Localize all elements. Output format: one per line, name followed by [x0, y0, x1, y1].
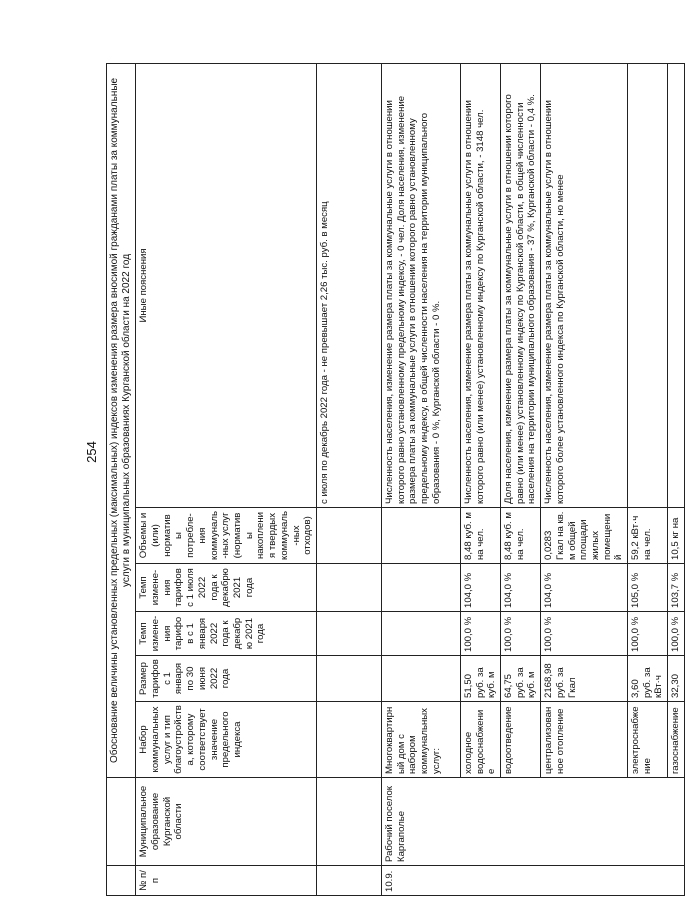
row-service: холодное водоснабжение — [460, 702, 500, 778]
table-row — [668, 63, 685, 895]
header-notes: Иные пояснения — [136, 63, 317, 507]
caption-blank-num — [107, 866, 136, 896]
caption-blank-mo — [107, 778, 136, 866]
prev-volume — [316, 508, 381, 564]
row-growth-jul: 104,0 % — [501, 564, 541, 612]
row-volume: 10,5 кг на — [668, 508, 685, 564]
row-tariff: 3,60 руб. за кВт·ч — [628, 656, 668, 702]
row-growth-jan: 100,0 % — [460, 612, 500, 656]
table-header-row — [136, 63, 317, 895]
table-row — [501, 63, 541, 895]
row-growth-jul: 105,0 % — [628, 564, 668, 612]
group-growth-jan — [381, 612, 460, 656]
row-tariff: 2168,98 руб. за Гкал — [541, 656, 628, 702]
row-volume: 8,48 куб. м на чел. — [501, 508, 541, 564]
table-row — [628, 63, 668, 895]
row-tariff: 32,30 — [668, 656, 685, 702]
row-notes: Численность населения, изменение размера платы за коммунальные услуги в отношении которого более установленного индекса по Курганской области, но менее — [541, 63, 628, 507]
group-tariff — [381, 656, 460, 702]
group-volume — [381, 508, 460, 564]
entry-num: 10.9. — [381, 866, 684, 896]
row-service: водоотведение — [501, 702, 541, 778]
header-num: № п/п — [136, 866, 317, 896]
row-growth-jul: 104,0 % — [541, 564, 628, 612]
prev-municipality — [316, 778, 381, 866]
table-row-previous — [316, 63, 381, 895]
row-notes: Численность населения, изменение размера платы за коммунальные услуги в отношении которого равно (или менее) установленному индексу по Курганской области, - 3148 чел. — [460, 63, 500, 507]
row-growth-jul: 103,7 % — [668, 564, 685, 612]
header-volume: Объемы и (или) нормативы потребле-ния коммуналь-ных услуг (нормативы накопления твердых коммуналь-ных отходов) — [136, 508, 317, 564]
row-service: электроснабжение — [628, 702, 668, 778]
row-growth-jan: 100,0 % — [501, 612, 541, 656]
header-growth-jan: Темп измене-ния тарифов с 1 января 2022 года к декабрю 2021 года — [136, 612, 317, 656]
row-notes — [628, 63, 668, 507]
rotated-table-sheet — [106, 64, 682, 896]
row-notes: Доля населения, изменение размера платы за коммунальные услуги в отношении которого равно (или менее) установленному индексу по Курганской области, в общей численности населения на территории муниципального образования - 37 %, Курганской области - 0,4 %. — [501, 63, 541, 507]
entry-municipality: Рабочий поселок Каргаполье — [381, 778, 684, 866]
prev-note: с июля по декабрь 2022 года - не превышает 2,26 тыс. руб. в месяц — [316, 63, 381, 507]
row-service: централизованное отопление — [541, 702, 628, 778]
prev-tariff — [316, 656, 381, 702]
prev-service — [316, 702, 381, 778]
header-municipality: Муниципальное образование Курганской области — [136, 778, 317, 866]
table-row-group — [381, 63, 460, 895]
row-growth-jan: 100,0 % — [628, 612, 668, 656]
row-growth-jul: 104,0 % — [460, 564, 500, 612]
table-row — [460, 63, 500, 895]
table-caption-row — [107, 63, 136, 895]
table-row — [541, 63, 628, 895]
table-caption: Обоснование величины установленных предельных (максимальных) индексов изменения размера вносимой гражданами платы за коммунальные услуги в муниципальных образованиях Курганской области на 2022 год — [107, 63, 136, 777]
prev-num — [316, 866, 381, 896]
row-tariff: 64,75 руб. за куб. м — [501, 656, 541, 702]
page-number: 254 — [84, 441, 99, 463]
group-growth-jul — [381, 564, 460, 612]
prev-growth-jul — [316, 564, 381, 612]
tariff-index-table — [106, 63, 685, 896]
row-notes-empty — [668, 63, 685, 507]
row-service: газоснабжение — [668, 702, 685, 778]
group-notes: Численность населения, изменение размера платы за коммунальные услуги в отношении которого равно установленному предельному индексу, - 0 чел. Доля населения, изменение размера платы за коммунальные услуги в отношении которого равно установленному предельному индексу, в общей численности населения на территории муниципального образования - 0 %, Курганской области - 0 %. — [381, 63, 460, 507]
row-growth-jan: 100,0 % — [541, 612, 628, 656]
row-volume: 0,0283 Гкал на кв. м общей площади жилых помещений — [541, 508, 628, 564]
header-tariff-size: Размер тарифов с 1 января по 30 июня 2022 года — [136, 656, 317, 702]
row-tariff: 51,50 руб. за куб. м — [460, 656, 500, 702]
row-growth-jan: 100,0 % — [668, 612, 685, 656]
header-growth-jul: Темп измене-ния тарифов с 1 июля 2022 года к декабрю 2021 года — [136, 564, 317, 612]
row-volume: 59,2 кВт·ч на чел. — [628, 508, 668, 564]
prev-growth-jan — [316, 612, 381, 656]
row-volume: 8,48 куб. м на чел. — [460, 508, 500, 564]
header-service: Набор коммунальных услуг и тип благоустройства, которому соответствует значение предельного индекса — [136, 702, 317, 778]
group-label: Многоквартирный дом с набором коммунальных услуг: — [381, 702, 460, 778]
